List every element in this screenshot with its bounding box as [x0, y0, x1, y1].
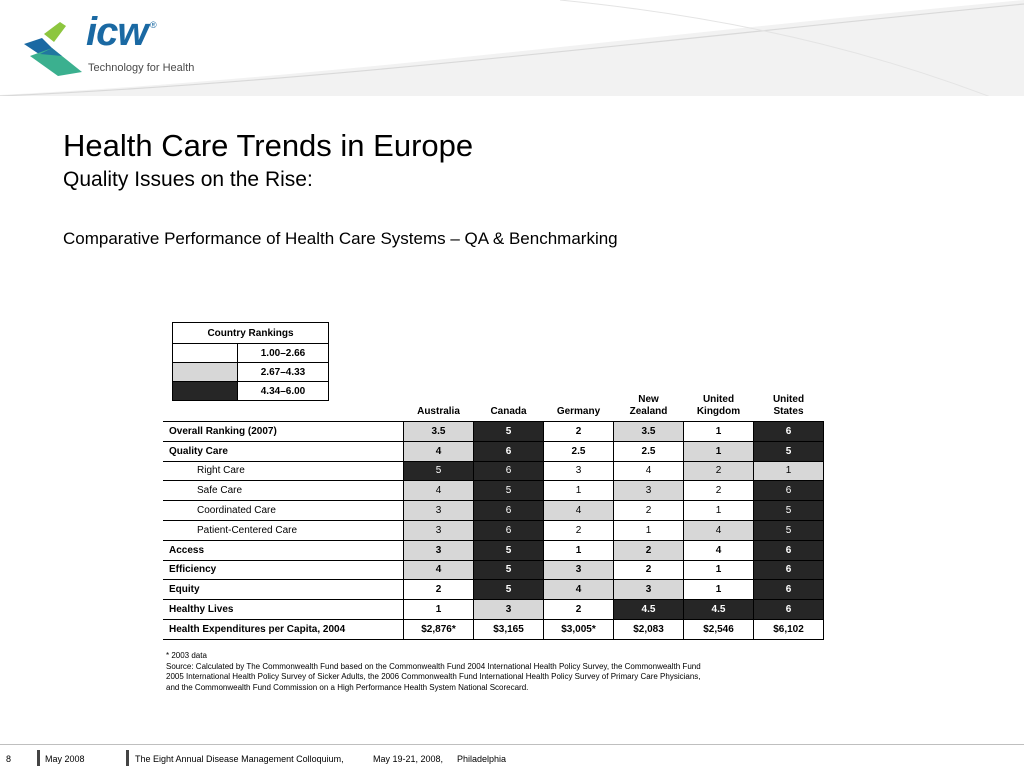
footnote-source-3: and the Commonwealth Fund Commission on a High Performance Health System National Scorecard.: [166, 682, 529, 692]
ranking-cell: 6: [754, 580, 824, 600]
ranking-cell: $3,005*: [544, 619, 614, 639]
ranking-cell: 5: [474, 560, 544, 580]
ranking-cell: 5: [754, 520, 824, 540]
ranking-cell: $6,102: [754, 619, 824, 639]
ranking-cell: 3: [614, 580, 684, 600]
ranking-table-header: [163, 394, 824, 422]
column-header-line: New: [638, 394, 659, 405]
ranking-cell: 6: [474, 441, 544, 461]
legend-swatch-low: [173, 344, 238, 363]
ranking-cell: 2: [614, 540, 684, 560]
ranking-cell: 1: [544, 481, 614, 501]
table-row: [163, 619, 824, 639]
table-row: [163, 520, 824, 540]
column-header-line: Zealand: [629, 406, 668, 417]
footer-event: The Eight Annual Disease Management Colloquium,: [135, 754, 344, 764]
row-label: Efficiency: [163, 560, 404, 580]
ranking-cell: 4: [684, 520, 754, 540]
footer-separator: [37, 750, 40, 766]
ranking-cell: 4: [404, 441, 474, 461]
ranking-cell: 4: [614, 461, 684, 481]
ranking-cell: 1: [614, 520, 684, 540]
ranking-cell: 6: [754, 560, 824, 580]
ranking-cell: 1: [684, 501, 754, 521]
ranking-cell: 3: [404, 520, 474, 540]
legend-swatch-mid: [173, 363, 238, 382]
ranking-cell: 3: [404, 540, 474, 560]
ranking-cell: 4: [544, 501, 614, 521]
table-row: [163, 441, 824, 461]
ranking-cell: 6: [474, 461, 544, 481]
legend-header: Country Rankings: [173, 323, 329, 344]
ranking-cell: 2: [684, 461, 754, 481]
ranking-cell: 6: [754, 600, 824, 620]
ranking-cell: 1: [404, 600, 474, 620]
ranking-cell: 2: [684, 481, 754, 501]
footer-date: May 2008: [45, 754, 85, 764]
ranking-cell: 1: [684, 560, 754, 580]
ranking-cell: 2: [614, 560, 684, 580]
table-row: [163, 540, 824, 560]
ranking-cell: 6: [754, 540, 824, 560]
table-footnotes: [166, 651, 776, 693]
ranking-cell: 2: [544, 520, 614, 540]
row-label: Equity: [163, 580, 404, 600]
column-header-line: Kingdom: [696, 406, 741, 417]
footnote-source-1: Source: Calculated by The Commonwealth Fund based on the Commonwealth Fund 2004 International Health Policy Survey, the Commonwealth Fund: [166, 661, 701, 671]
ranking-cell: 5: [754, 501, 824, 521]
ranking-cell: 4: [404, 560, 474, 580]
row-label: Safe Care: [163, 481, 404, 501]
ranking-cell: 5: [404, 461, 474, 481]
page-number: 8: [6, 754, 12, 764]
ranking-cell: 5: [754, 441, 824, 461]
table-row: [163, 422, 824, 442]
column-header-line: [474, 394, 544, 406]
table-row: [163, 580, 824, 600]
ranking-cell: 3: [544, 461, 614, 481]
table-row: [163, 560, 824, 580]
column-header: [754, 394, 824, 422]
column-header: [474, 394, 544, 422]
footer-city: Philadelphia: [457, 754, 507, 764]
ranking-cell: 4: [544, 580, 614, 600]
icw-logo-mark-icon: [22, 16, 86, 78]
column-header-line: Canada: [490, 406, 527, 417]
column-header-line: Australia: [417, 406, 460, 417]
ranking-cell: 2: [544, 600, 614, 620]
country-ranking-table: [163, 394, 824, 640]
table-row: [163, 481, 824, 501]
row-label: Patient-Centered Care: [163, 520, 404, 540]
table-row: [163, 501, 824, 521]
header-blank: [163, 394, 404, 422]
footnote-2003: * 2003 data: [166, 651, 207, 660]
footer-event-dates: May 19-21, 2008,: [373, 754, 444, 764]
ranking-cell: 2: [614, 501, 684, 521]
row-label: Health Expenditures per Capita, 2004: [163, 619, 404, 639]
table-row: [163, 461, 824, 481]
column-header-line: United: [702, 394, 735, 405]
row-label: Access: [163, 540, 404, 560]
ranking-cell: 5: [474, 580, 544, 600]
row-label: Overall Ranking (2007): [163, 422, 404, 442]
footnote-source-2: 2005 International Health Policy Survey of Sicker Adults, the 2006 Commonwealth Fund International Health Policy Survey of Primary Care Physicians,: [166, 672, 701, 681]
section-title: Comparative Performance of Health Care Systems – QA & Benchmarking: [63, 229, 618, 248]
column-header-line: [544, 394, 614, 406]
ranking-cell: 2.5: [614, 441, 684, 461]
ranking-cell: 2: [404, 580, 474, 600]
ranking-cell: $3,165: [474, 619, 544, 639]
column-header-line: States: [773, 406, 804, 417]
row-label: Healthy Lives: [163, 600, 404, 620]
column-header: [614, 394, 684, 422]
ranking-cell: 5: [474, 422, 544, 442]
row-label: Quality Care: [163, 441, 404, 461]
ranking-cell: 2.5: [544, 441, 614, 461]
ranking-cell: 6: [754, 422, 824, 442]
row-label: Coordinated Care: [163, 501, 404, 521]
ranking-cell: 3: [474, 600, 544, 620]
slide-footer: [0, 748, 1024, 768]
footer-divider: [0, 744, 1024, 745]
ranking-cell: 6: [474, 501, 544, 521]
row-label: Right Care: [163, 461, 404, 481]
logo-tagline: Technology for Health: [88, 62, 195, 74]
ranking-cell: 3.5: [404, 422, 474, 442]
ranking-cell: 1: [754, 461, 824, 481]
ranking-cell: 4: [404, 481, 474, 501]
ranking-cell: 1: [684, 441, 754, 461]
ranking-cell: 3.5: [614, 422, 684, 442]
ranking-cell: 5: [474, 540, 544, 560]
logo-wordmark: icw: [86, 10, 148, 54]
page-subtitle: Quality Issues on the Rise:: [63, 168, 313, 191]
ranking-cell: 1: [684, 580, 754, 600]
ranking-cell: 1: [544, 540, 614, 560]
column-header: [684, 394, 754, 422]
ranking-cell: $2,876*: [404, 619, 474, 639]
ranking-cell: 4: [684, 540, 754, 560]
footer-separator: [126, 750, 129, 766]
legend-range-mid: 2.67–4.33: [238, 363, 329, 382]
column-header-line: [404, 394, 474, 406]
column-header-line: United: [772, 394, 805, 405]
country-rankings-legend: [172, 322, 329, 401]
column-header: [544, 394, 614, 422]
ranking-cell: 3: [404, 501, 474, 521]
ranking-cell: 6: [754, 481, 824, 501]
ranking-cell: 6: [474, 520, 544, 540]
icw-logo: [22, 10, 202, 80]
ranking-cell: 2: [544, 422, 614, 442]
ranking-table-body: [163, 422, 824, 640]
ranking-cell: 1: [684, 422, 754, 442]
legend-range-low: 1.00–2.66: [238, 344, 329, 363]
column-header: [404, 394, 474, 422]
ranking-cell: $2,083: [614, 619, 684, 639]
ranking-cell: 5: [474, 481, 544, 501]
ranking-cell: $2,546: [684, 619, 754, 639]
column-header-line: Germany: [556, 406, 601, 417]
legend-range-high: 4.34–6.00: [238, 382, 329, 401]
table-row: [163, 600, 824, 620]
logo-registered-mark: ®: [150, 20, 157, 30]
ranking-cell: 4.5: [614, 600, 684, 620]
ranking-cell: 3: [544, 560, 614, 580]
ranking-cell: 3: [614, 481, 684, 501]
page-title: Health Care Trends in Europe: [63, 128, 474, 163]
ranking-cell: 4.5: [684, 600, 754, 620]
